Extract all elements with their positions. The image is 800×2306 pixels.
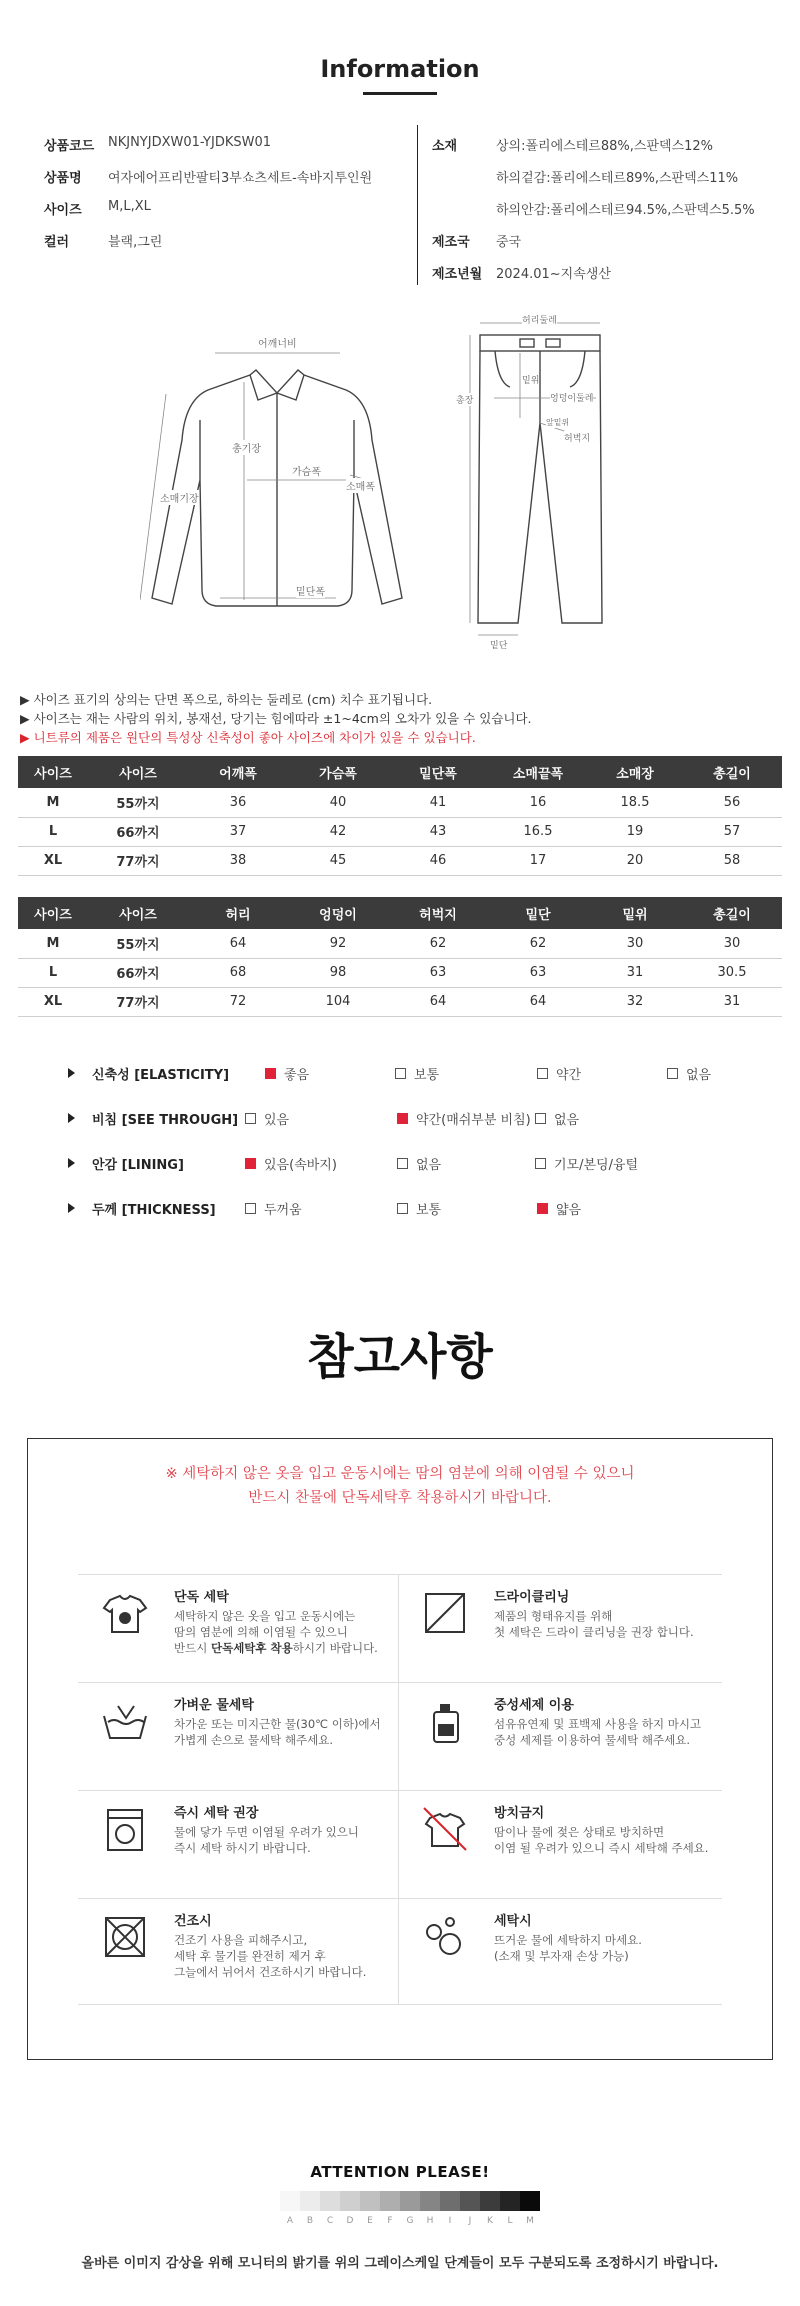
pants-illustration <box>450 313 620 658</box>
label-hem: 밑단폭 <box>296 583 325 598</box>
option-label: 약간 <box>556 1068 582 1083</box>
property-option <box>535 1154 638 1173</box>
label-waist: 허리둘레 <box>522 313 557 326</box>
care-warning <box>0 1462 800 1510</box>
info-value: 2024.01~지속생산 <box>496 267 611 282</box>
care-item <box>78 1678 398 1783</box>
care-item <box>398 1894 718 1999</box>
info-value: 상의:폴리에스테르88%,스판덱스12% <box>496 139 713 154</box>
info-key: 제조국 <box>432 235 470 250</box>
table-cell: 41 <box>388 788 488 817</box>
checkbox-icon <box>535 1113 546 1124</box>
table-cell: 16 <box>488 788 588 817</box>
option-label: 좋음 <box>284 1068 310 1083</box>
info-key: 상품명 <box>44 171 82 186</box>
table-cell: 68 <box>188 958 288 987</box>
checked-box-icon <box>537 1203 548 1214</box>
reference-title: 참고사항 <box>307 1329 493 1385</box>
gray-swatch <box>480 2191 500 2211</box>
care-desc <box>494 1716 724 1748</box>
property-name: 두께 [THICKNESS] <box>92 1203 216 1218</box>
property-option <box>397 1109 531 1128</box>
table-cell: L <box>18 958 88 987</box>
info-key: 제조년월 <box>432 267 483 282</box>
table-cell: 72 <box>188 987 288 1016</box>
table-cell: 55까지 <box>88 788 188 817</box>
table-cell: 63 <box>388 958 488 987</box>
gray-letter: B <box>306 2216 314 2226</box>
care-desc-line <box>174 1640 404 1656</box>
label-sleeve-width: 소매폭 <box>346 478 375 493</box>
checkbox-icon <box>395 1068 406 1079</box>
care-title: 건조시 <box>174 1914 212 1929</box>
care-title: 단독 세탁 <box>174 1590 229 1605</box>
table-row <box>18 958 782 987</box>
shirt-diagram <box>140 330 420 620</box>
detergent-icon <box>420 1696 470 1746</box>
care-item <box>398 1678 718 1783</box>
table-cell: 77까지 <box>88 987 188 1016</box>
property-option <box>397 1154 441 1173</box>
table-header-cell: 소매장 <box>588 756 682 788</box>
care-desc-line: 땀의 염분에 의해 이염될 수 있으니 <box>174 1625 348 1639</box>
info-value: 여자에어프리반팔티3부쇼츠세트-속바지투인원 <box>108 171 373 186</box>
table-cell: 20 <box>588 846 682 875</box>
info-row <box>44 199 372 231</box>
table-cell: XL <box>18 846 88 875</box>
arrow-right-icon <box>68 1068 75 1078</box>
gray-swatch <box>320 2191 340 2211</box>
checkbox-icon <box>245 1113 256 1124</box>
table-cell: 32 <box>588 987 682 1016</box>
checked-box-icon <box>245 1158 256 1169</box>
table-cell: 36 <box>188 788 288 817</box>
checkbox-icon <box>535 1158 546 1169</box>
label-chest: 가슴폭 <box>292 463 321 478</box>
checkbox-icon <box>397 1158 408 1169</box>
checkbox-icon <box>245 1203 256 1214</box>
table-cell: 104 <box>288 987 388 1016</box>
label-shoulder: 어깨너비 <box>258 335 297 350</box>
table-cell: 92 <box>288 929 388 958</box>
gray-swatch <box>440 2191 460 2211</box>
no-leave-icon <box>420 1804 470 1854</box>
info-key: 상품코드 <box>44 139 95 154</box>
care-desc-line: 제품의 형태유지를 위해 <box>494 1609 613 1623</box>
care-desc <box>174 1824 404 1856</box>
hand-wash-icon <box>100 1696 150 1746</box>
table-cell: 38 <box>188 846 288 875</box>
care-item <box>78 1570 398 1675</box>
info-key <box>432 167 496 199</box>
property-option <box>535 1109 579 1128</box>
table-cell: 30 <box>682 929 782 958</box>
table-cell: 58 <box>682 846 782 875</box>
table-cell: 45 <box>288 846 388 875</box>
table-cell: 62 <box>388 929 488 958</box>
care-item <box>398 1570 718 1675</box>
info-row <box>44 231 372 263</box>
label-front-rise: 앞밑위 <box>546 418 570 427</box>
property-option <box>537 1064 581 1083</box>
option-label: 보통 <box>414 1068 440 1083</box>
arrow-right-icon <box>68 1158 75 1168</box>
care-desc-line: 세탁하지 않은 옷을 입고 운동시에는 <box>174 1609 356 1623</box>
care-desc <box>174 1716 404 1748</box>
size-notes <box>20 690 532 747</box>
gray-swatch <box>340 2191 360 2211</box>
table-cell: M <box>18 788 88 817</box>
table-header-cell: 가슴폭 <box>288 756 388 788</box>
table-row <box>18 929 782 958</box>
table-header-cell: 총길이 <box>682 756 782 788</box>
label-pants-hem: 밑단 <box>490 638 507 651</box>
option-label: 있음 <box>264 1113 290 1128</box>
table-cell: 16.5 <box>488 817 588 846</box>
checkbox-icon <box>537 1068 548 1079</box>
table-cell: 77까지 <box>88 846 188 875</box>
table-header-cell: 사이즈 <box>18 897 88 929</box>
table-cell: 66까지 <box>88 817 188 846</box>
table-row <box>18 987 782 1016</box>
care-item <box>78 1786 398 1891</box>
info-left <box>44 135 372 263</box>
table-header-cell: 어깨폭 <box>188 756 288 788</box>
info-row <box>44 167 372 199</box>
care-desc-text: 하시기 바랍니다. <box>292 1641 378 1655</box>
table-cell: 31 <box>682 987 782 1016</box>
arrow-right-icon <box>68 1113 75 1123</box>
table-header-cell: 밑단폭 <box>388 756 488 788</box>
table-header-cell: 밑위 <box>588 897 682 929</box>
option-label: 없음 <box>416 1158 442 1173</box>
info-divider <box>417 125 418 285</box>
table-cell: 37 <box>188 817 288 846</box>
gray-letter: F <box>387 2216 393 2226</box>
note-line: ▶ 니트류의 제품은 원단의 특성상 신축성이 좋아 사이즈에 차이가 있을 수 있습니다. <box>20 730 476 745</box>
gray-letter: D <box>346 2216 354 2226</box>
care-desc-line: 즉시 세탁 하시기 바랍니다. <box>174 1841 311 1855</box>
option-label: 두꺼움 <box>264 1203 302 1218</box>
property-option <box>245 1199 302 1218</box>
tshirt-stain-icon <box>100 1588 150 1638</box>
table-cell: 63 <box>488 958 588 987</box>
gray-swatch <box>400 2191 420 2211</box>
care-desc-text: 반드시 <box>174 1641 211 1655</box>
option-label: 있음(속바지) <box>264 1158 337 1173</box>
table-row <box>18 846 782 875</box>
care-desc-line: 땀이나 물에 젖은 상태로 방치하면 <box>494 1825 665 1839</box>
care-desc-line: 가볍게 손으로 물세탁 해주세요. <box>174 1733 334 1747</box>
table-header-cell: 허리 <box>188 897 288 929</box>
note-line: ▶ 사이즈는 재는 사람의 위치, 봉재선, 당기는 힘에따라 ±1~4cm의 오차가 있을 수 있습니다. <box>20 711 532 726</box>
table-cell: 42 <box>288 817 388 846</box>
care-desc <box>174 1932 404 1980</box>
dry-clean-icon <box>420 1588 470 1638</box>
table-header-cell: 총길이 <box>682 897 782 929</box>
pants-diagram <box>450 313 620 658</box>
care-grid-line <box>78 1898 722 1899</box>
care-title: 즉시 세탁 권장 <box>174 1806 259 1821</box>
table-cell: 64 <box>488 987 588 1016</box>
attention-title: ATTENTION PLEASE! <box>310 2163 490 2181</box>
table-header-cell: 엉덩이 <box>288 897 388 929</box>
property-option <box>667 1064 711 1083</box>
gray-swatch <box>380 2191 400 2211</box>
care-desc-line: 그늘에서 뉘어서 건조하시기 바랍니다. <box>174 1965 367 1979</box>
table-cell: 46 <box>388 846 488 875</box>
property-option <box>537 1199 581 1218</box>
info-row <box>432 263 755 295</box>
table-cell: 98 <box>288 958 388 987</box>
property-option <box>265 1064 309 1083</box>
property-option <box>395 1064 439 1083</box>
gray-swatch <box>520 2191 540 2211</box>
care-desc <box>494 1932 724 1964</box>
info-right <box>432 135 755 295</box>
checkbox-icon <box>667 1068 678 1079</box>
care-grid-line <box>78 1682 722 1683</box>
gray-letter: A <box>286 2216 294 2226</box>
info-value: M,L,XL <box>108 199 151 214</box>
gray-swatch <box>460 2191 480 2211</box>
gray-letter: H <box>426 2216 434 2226</box>
table-header-cell: 사이즈 <box>88 897 188 929</box>
arrow-right-icon <box>68 1203 75 1213</box>
care-desc-line: 차가운 또는 미지근한 물(30℃ 이하)에서 <box>174 1717 381 1731</box>
label-sleeve-length: 소매기장 <box>160 490 199 505</box>
gray-swatch <box>280 2191 300 2211</box>
property-name: 비침 [SEE THROUGH] <box>92 1113 239 1128</box>
info-row <box>432 231 755 263</box>
page-title: Information <box>320 55 480 83</box>
option-label: 없음 <box>554 1113 580 1128</box>
table-cell: 62 <box>488 929 588 958</box>
table-header-cell: 사이즈 <box>18 756 88 788</box>
table-row <box>18 788 782 817</box>
gray-swatch <box>360 2191 380 2211</box>
care-grid-line <box>78 1574 722 1575</box>
gray-letter: C <box>326 2216 334 2226</box>
table-cell: 30 <box>588 929 682 958</box>
gray-letter: G <box>406 2216 414 2226</box>
gray-letter: M <box>526 2216 534 2226</box>
info-value: 하의안감:폴리에스테르94.5%,스판덱스5.5% <box>496 203 755 218</box>
label-rise: 밑위 <box>522 373 539 386</box>
care-grid-line <box>78 1790 722 1791</box>
gray-letter: J <box>468 2216 472 2226</box>
table-cell: 31 <box>588 958 682 987</box>
shirt-illustration <box>140 330 420 620</box>
option-label: 없음 <box>686 1068 712 1083</box>
checked-box-icon <box>397 1113 408 1124</box>
table-cell: 30.5 <box>682 958 782 987</box>
care-grid-divider <box>398 1574 399 2004</box>
grayscale-bar <box>280 2191 540 2211</box>
property-name: 신축성 [ELASTICITY] <box>92 1068 230 1083</box>
gray-letter: I <box>448 2216 452 2226</box>
property-option <box>397 1199 441 1218</box>
property-name: 안감 [LINING] <box>92 1158 184 1173</box>
table-cell: M <box>18 929 88 958</box>
info-key: 사이즈 <box>44 203 82 218</box>
property-option <box>245 1154 337 1173</box>
care-desc <box>494 1608 724 1640</box>
title-underline <box>363 92 437 95</box>
property-row <box>0 1063 800 1083</box>
table-cell: 64 <box>188 929 288 958</box>
info-value: 하의겉감:폴리에스테르89%,스판덱스11% <box>496 171 739 186</box>
gray-swatch <box>300 2191 320 2211</box>
gray-letter: K <box>487 2216 493 2226</box>
gray-swatch <box>500 2191 520 2211</box>
bottom-size-table <box>18 897 782 1017</box>
table-cell: 56 <box>682 788 782 817</box>
care-title: 세탁시 <box>494 1914 532 1929</box>
info-key: 소재 <box>432 139 458 154</box>
care-title: 중성세제 이용 <box>494 1698 574 1713</box>
care-desc-line: 뜨거운 물에 세탁하지 마세요. <box>494 1933 642 1947</box>
care-desc-line: 섬유유연제 및 표백제 사용을 하지 마시고 <box>494 1717 702 1731</box>
care-warning-line1: ※ 세탁하지 않은 옷을 입고 운동시에는 땀의 염분에 의해 이염될 수 있으니 <box>165 1466 635 1482</box>
info-key <box>432 199 496 231</box>
option-label: 약간(매쉬부분 비침) <box>416 1113 531 1128</box>
monitor-note: 올바른 이미지 감상을 위해 모니터의 밝기를 위의 그레이스케일 단계들이 모두 구분되도록 조정하시기 바랍니다. <box>81 2256 719 2271</box>
note-line: ▶ 사이즈 표기의 상의는 단면 폭으로, 하의는 둘레로 (cm) 치수 표기됩니다. <box>20 692 433 707</box>
option-label: 기모/본딩/융털 <box>554 1158 639 1173</box>
info-key: 컬러 <box>44 235 70 250</box>
property-row <box>0 1198 800 1218</box>
care-title: 드라이클리닝 <box>494 1590 570 1605</box>
gray-letter: E <box>367 2216 373 2226</box>
checkbox-icon <box>397 1203 408 1214</box>
care-desc-line: 이염 될 우려가 있으니 즉시 세탁해 주세요. <box>494 1841 709 1855</box>
table-cell: 57 <box>682 817 782 846</box>
care-desc-line: 중성 세제를 이용하여 물세탁 해주세요. <box>494 1733 691 1747</box>
table-cell: 18.5 <box>588 788 682 817</box>
care-desc-line: 세탁 후 물기를 완전히 제거 후 <box>174 1949 326 1963</box>
info-value: NKJNYJDXW01-YJDKSW01 <box>108 135 272 150</box>
table-cell: 55까지 <box>88 929 188 958</box>
care-desc <box>174 1608 404 1656</box>
care-desc-emphasis: 단독세탁후 착용 <box>210 1641 293 1655</box>
property-row <box>0 1153 800 1173</box>
table-header-row <box>18 756 782 788</box>
info-row <box>432 167 755 199</box>
property-option <box>245 1109 289 1128</box>
care-title: 가벼운 물세탁 <box>174 1698 254 1713</box>
table-cell: 19 <box>588 817 682 846</box>
table-header-cell: 사이즈 <box>88 756 188 788</box>
option-label: 보통 <box>416 1203 442 1218</box>
care-warning-line2: 반드시 찬물에 단독세탁후 착용하시기 바랍니다. <box>248 1490 552 1506</box>
table-row <box>18 817 782 846</box>
care-desc-line: 물에 닿가 두면 이염될 우려가 있으니 <box>174 1825 359 1839</box>
care-desc <box>494 1824 724 1856</box>
grayscale-letters <box>280 2216 540 2226</box>
top-size-table <box>18 756 782 876</box>
table-header-row <box>18 897 782 929</box>
care-item <box>78 1894 398 1999</box>
label-thigh: 허벅지 <box>564 431 590 444</box>
no-tumble-dry-icon <box>100 1912 150 1962</box>
care-desc-line: (소재 및 부자재 손상 가능) <box>494 1949 629 1963</box>
care-grid-line <box>78 2004 722 2005</box>
info-row <box>432 199 755 231</box>
table-cell: XL <box>18 987 88 1016</box>
bubbles-icon <box>420 1912 470 1962</box>
table-cell: 43 <box>388 817 488 846</box>
info-row <box>44 135 372 167</box>
care-item <box>398 1786 718 1891</box>
info-value: 블랙,그린 <box>108 235 163 250</box>
table-header-cell: 밑단 <box>488 897 588 929</box>
label-pants-length: 총장 <box>456 393 473 406</box>
label-total-length: 총기장 <box>232 440 261 455</box>
care-desc-line: 첫 세탁은 드라이 클리닝을 권장 합니다. <box>494 1625 694 1639</box>
care-title: 방치금지 <box>494 1806 545 1821</box>
table-cell: 40 <box>288 788 388 817</box>
table-header-cell: 허벅지 <box>388 897 488 929</box>
checked-box-icon <box>265 1068 276 1079</box>
option-label: 얇음 <box>556 1203 582 1218</box>
info-value: 중국 <box>496 235 522 250</box>
washing-machine-icon <box>100 1804 150 1854</box>
care-desc-line: 건조기 사용을 피해주시고, <box>174 1933 308 1947</box>
label-hip: 엉덩이둘레 <box>550 391 593 404</box>
table-cell: L <box>18 817 88 846</box>
table-cell: 17 <box>488 846 588 875</box>
table-cell: 66까지 <box>88 958 188 987</box>
gray-letter: L <box>507 2216 513 2226</box>
property-row <box>0 1108 800 1128</box>
gray-swatch <box>420 2191 440 2211</box>
table-header-cell: 소매끝폭 <box>488 756 588 788</box>
info-row <box>432 135 755 167</box>
table-cell: 64 <box>388 987 488 1016</box>
